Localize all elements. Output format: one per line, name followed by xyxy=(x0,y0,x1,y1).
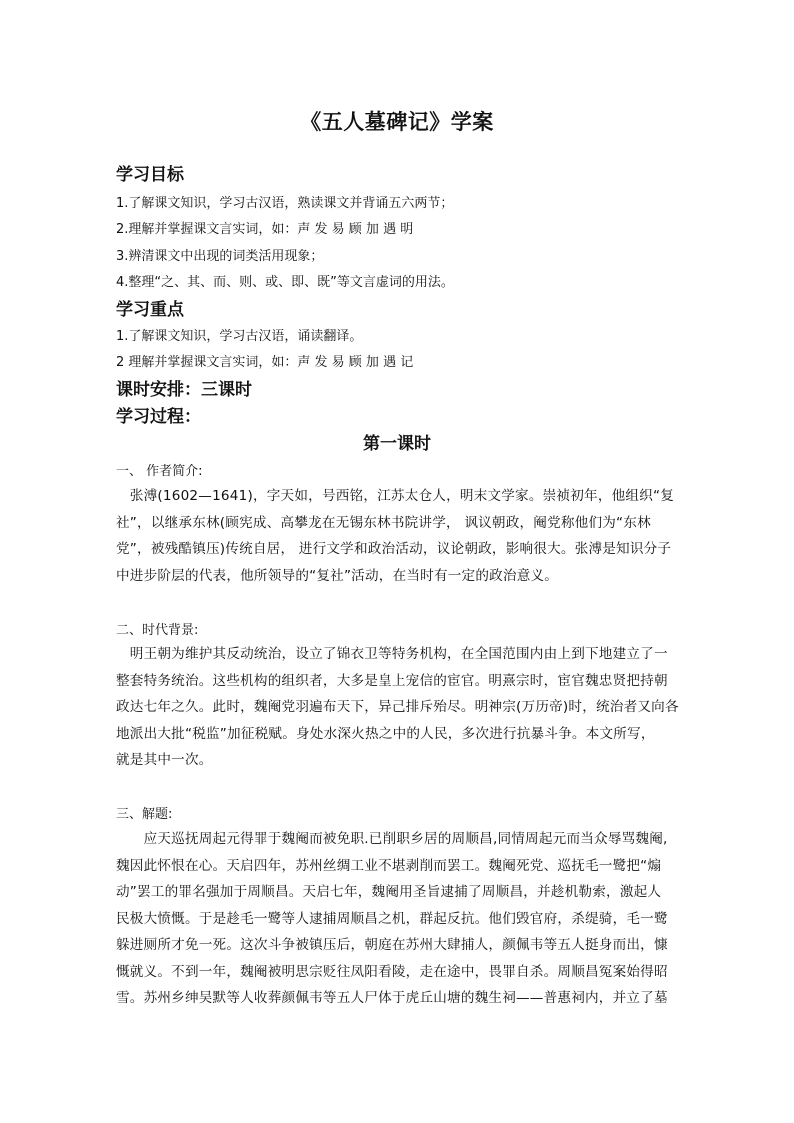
paragraph-line: 社”，以继承东林(顾宪成、高攀龙在无锡东林书院讲学， 讽议朝政，阉党称他们为“东林 xyxy=(116,514,651,531)
section-title-explanation-body xyxy=(116,826,684,1012)
goal-item-1: 1.了解课文知识，学习古汉语，熟读课文并背诵五六两节； xyxy=(116,196,454,211)
paragraph-line: 躲进厕所才免一死。这次斗争被镇压后，朝庭在苏州大肆捕人，颜佩韦等五人挺身而出，慷 xyxy=(116,937,668,953)
schedule-heading: 课时安排：三课时 xyxy=(116,380,252,400)
section-title-explanation-heading: 三、解题: xyxy=(116,807,173,822)
paragraph-line: 地派出大批“税监”加征税赋。身处水深火热之中的人民，多次进行抗暴斗争。本文所写， xyxy=(116,725,655,742)
focus-heading: 学习重点 xyxy=(116,300,184,320)
goals-heading: 学习目标 xyxy=(116,165,184,185)
paragraph-line: 整套特务统治。这些机构的组织者，大多是皇上宠信的宦官。明熹宗时，宦官魏忠贤把持朝 xyxy=(116,672,668,689)
section-author-heading: 一、 作者简介: xyxy=(116,464,203,479)
paragraph-line: 民极大愤慨。于是趁毛一鹭等人逮捕周顺昌之机，群起反抗。他们毁官府，杀缇骑，毛一鹭 xyxy=(116,910,668,927)
goal-item-3: 3.辨清课文中出现的词类活用现象； xyxy=(116,249,324,264)
paragraph-line: 中进步阶层的代表，他所领导的“复社”活动，在当时有一定的政治意义。 xyxy=(116,567,559,584)
section-author-body xyxy=(116,483,684,589)
lesson-one-heading: 第一课时 xyxy=(363,434,431,454)
paragraph-line: 动”罢工的罪名强加于周顺昌。天启七年，魏阉用圣旨逮捕了周顺昌，并趁机勒索，激起人 xyxy=(116,884,662,900)
focus-item-2: 2 理解并掌握课文言实词，如：声 发 易 顾 加 遇 记 xyxy=(116,355,414,370)
document-title: 《五人墓碑记》学案 xyxy=(300,109,494,134)
process-heading: 学习过程： xyxy=(116,407,201,427)
section-background-body xyxy=(116,641,684,774)
paragraph-line: 雪。苏州乡绅吴默等人收葬颜佩韦等五人尸体于虎丘山塘的魏生祠——普惠祠内，并立了墓 xyxy=(116,990,668,1006)
section-background-heading: 二、时代背景: xyxy=(116,623,199,638)
goal-item-4: 4.整理“之、其、而、则、或、即、既”等文言虚词的用法。 xyxy=(116,275,454,290)
paragraph-line: 就是其中一次。 xyxy=(116,752,213,768)
paragraph-line: 明王朝为维护其反动统治，设立了锦衣卫等特务机构，在全国范围内由上到下地建立了一 xyxy=(116,646,668,662)
paragraph-line: 魏因此怀恨在心。天启四年，苏州丝绸工业不堪剥削而罢工。魏阉死党、巡抚毛一鹭把“煽 xyxy=(116,857,662,874)
goal-item-2: 2.理解并掌握课文言实词，如：声 发 易 顾 加 遇 明 xyxy=(116,222,414,237)
paragraph-line: 慨就义。不到一年，魏阉被明思宗贬往凤阳看陵，走在途中，畏罪自杀。周顺昌冤案始得昭 xyxy=(116,963,668,980)
paragraph-line: 应天巡抚周起元得罪于魏阉而被免职.已削职乡居的周顺昌,同情周起元而当众辱骂魏阉, xyxy=(116,831,668,847)
paragraph-line: 张溥(1602—1641)，字天如，号西铭，江苏太仓人，明末文学家。崇祯初年，他组织“复 xyxy=(116,488,675,504)
focus-item-1: 1.了解课文知识，学习古汉语，诵读翻译。 xyxy=(116,329,363,344)
paragraph-line: 政达七年之久。此时，魏阉党羽遍布天下，异己排斥殆尽。明神宗(万历帝)时，统治者又向各 xyxy=(116,699,679,715)
paragraph-line: 党”，被残酷镇压)传统自居， 进行文学和政治活动，议论朝政，影响很大。张溥是知识分子 xyxy=(116,541,672,557)
